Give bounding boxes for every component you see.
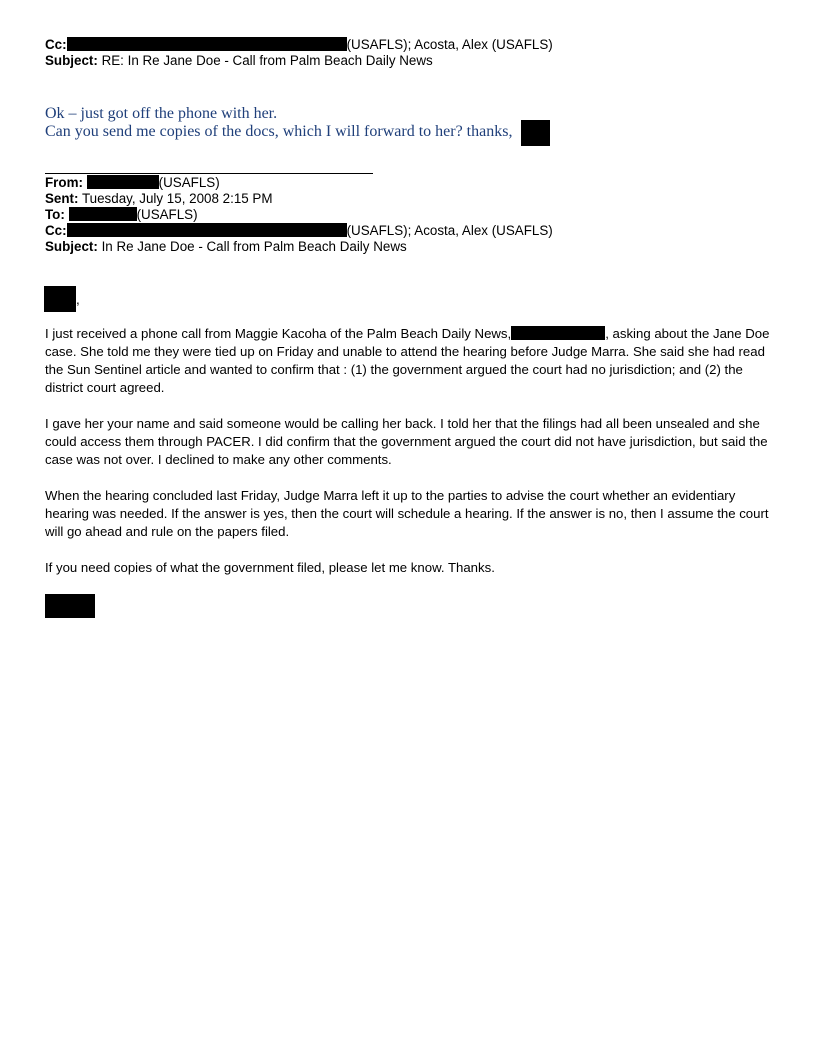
salutation-redaction xyxy=(44,286,76,312)
cc-line xyxy=(45,37,553,53)
to-line xyxy=(45,207,198,223)
redaction-box xyxy=(511,326,605,340)
redaction-box xyxy=(67,223,347,237)
subject-label: Subject: xyxy=(45,239,98,254)
reply-line-1: Ok – just got off the phone with her. xyxy=(45,105,278,122)
from-label: From: xyxy=(45,175,83,190)
cc-value: (USAFLS); Acosta, Alex (USAFLS) xyxy=(346,37,553,52)
cc-value: (USAFLS); Acosta, Alex (USAFLS) xyxy=(346,223,553,238)
cc-label: Cc: xyxy=(45,223,67,238)
from-line xyxy=(45,175,220,191)
to-value: (USAFLS) xyxy=(136,207,198,222)
subject-value: RE: In Re Jane Doe - Call from Palm Beach Daily News xyxy=(101,53,433,68)
body-paragraph-4: If you need copies of what the government filed, please let me know. Thanks. xyxy=(45,560,495,575)
reply-line-2 xyxy=(45,123,512,141)
redaction-box xyxy=(67,37,347,51)
subject-line-original xyxy=(45,239,407,255)
redaction-box xyxy=(87,175,159,189)
salutation-comma: , xyxy=(76,292,80,307)
reply-line-2-text: Can you send me copies of the docs, which I will forward to her? thanks, xyxy=(45,123,513,140)
header-separator xyxy=(45,173,373,174)
redaction-box xyxy=(69,207,137,221)
from-value: (USAFLS) xyxy=(158,175,220,190)
cc-line-original xyxy=(45,223,553,239)
message-body xyxy=(45,325,771,595)
body-paragraph-1: I just received a phone call from Maggie Kacoha of the Palm Beach Daily News, , asking about the Jane Doe case. She told me they were tied up on Friday and unable to attend the hearing before Judge Marra. She said she had read the Sun Sentinel article and wanted to confirm that : (1) the government argued the court had no jurisdiction; and (2) the district court agreed. xyxy=(45,326,770,395)
subject-label: Subject: xyxy=(45,53,98,68)
subject-line xyxy=(45,53,433,69)
sender-signature-redaction xyxy=(45,594,95,618)
sent-line xyxy=(45,191,273,207)
sent-label: Sent: xyxy=(45,191,79,206)
subject-value: In Re Jane Doe - Call from Palm Beach Daily News xyxy=(101,239,407,254)
signature-redaction xyxy=(521,120,550,146)
body-paragraph-2: I gave her your name and said someone would be calling her back. I told her that the filings had all been unsealed and she could access them through PACER. I did confirm that the government argued the court did not have jurisdiction, but said the case was not over. I declined to make any other comments. xyxy=(45,416,768,467)
to-label: To: xyxy=(45,207,65,222)
body-paragraph-3: When the hearing concluded last Friday, Judge Marra left it up to the parties to advise the court whether an evidentiary hearing was needed. If the answer is yes, then the court will schedule a hearing. If the answer is no, then I assume the court will go ahead and rule on the papers filed. xyxy=(45,488,769,539)
sent-value: Tuesday, July 15, 2008 2:15 PM xyxy=(81,191,273,206)
cc-label: Cc: xyxy=(45,37,67,52)
